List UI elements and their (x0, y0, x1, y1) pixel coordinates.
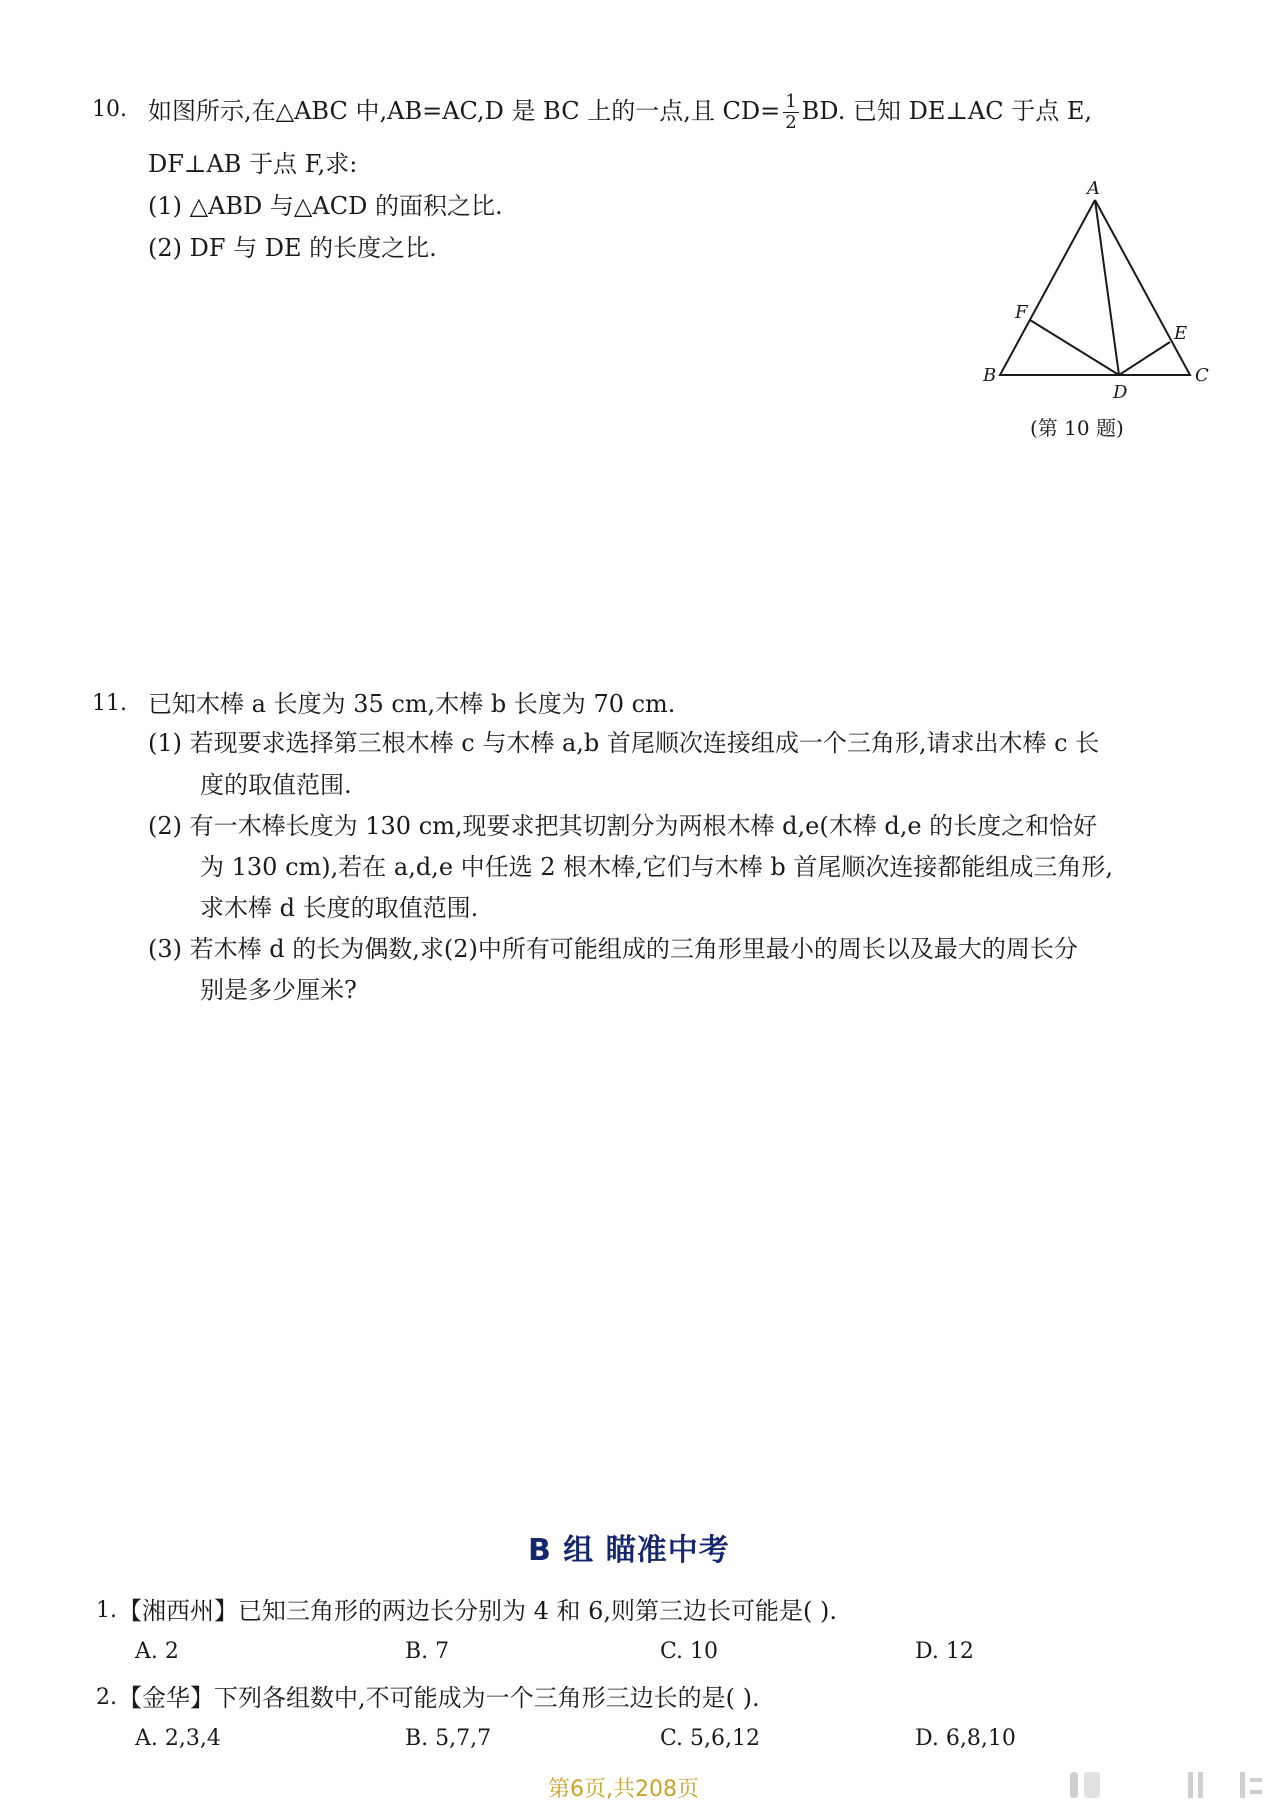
b2-option-c: C. 5,6,12 (660, 1726, 761, 1751)
q10-stem-pre: 如图所示,在△ABC 中,AB=AC,D 是 BC 上的一点,且 CD= (148, 97, 781, 125)
triangle-figure (975, 180, 1225, 410)
b1-option-b: B. 7 (405, 1639, 450, 1664)
triangle-abc-outline (1000, 200, 1190, 375)
q11-part2-line1: (2) 有一木棒长度为 130 cm,现要求把其切割分为两根木棒 d,e(木棒 d,e 的长度之和恰好 (148, 812, 1098, 840)
segment-df (1030, 320, 1119, 375)
q10-stem-post: BD. 已知 DE⊥AC 于点 E, (801, 97, 1093, 125)
b2-option-d: D. 6,8,10 (915, 1726, 1016, 1751)
q10-stem-line2: DF⊥AB 于点 F,求: (148, 150, 358, 178)
q11-stem: 已知木棒 a 长度为 35 cm,木棒 b 长度为 70 cm. (148, 690, 676, 718)
q11-part3-line2: 别是多少厘米? (200, 976, 357, 1004)
q11-part1-line1: (1) 若现要求选择第三根木棒 c 与木棒 a,b 首尾顺次连接组成一个三角形,请求出木棒 c 长 (148, 729, 1100, 757)
q11-part2-line3: 求木棒 d 长度的取值范围. (200, 894, 479, 922)
q11-part3-line1: (3) 若木棒 d 的长为偶数,求(2)中所有可能组成的三角形里最小的周长以及最大的周长分 (148, 935, 1078, 963)
segment-ad (1095, 200, 1119, 375)
fraction-denominator: 2 (785, 112, 797, 133)
q10-sub1: (1) △ABD 与△ACD 的面积之比. (148, 192, 503, 220)
segment-de (1119, 342, 1170, 375)
fraction-one-half (783, 92, 798, 133)
b2-stem: 【金华】下列各组数中,不可能成为一个三角形三边长的是( ). (118, 1684, 760, 1712)
b1-option-d: D. 12 (915, 1639, 974, 1664)
label-f: F (1015, 302, 1028, 323)
q11-number: 11. (92, 691, 127, 716)
page-counter: 第6页,共208页 (548, 1777, 699, 1802)
q11-part2-line2: 为 130 cm),若在 a,d,e 中任选 2 根木棒,它们与木棒 b 首尾顺次连接都能组成三角形, (200, 853, 1114, 881)
b1-option-a: A. 2 (135, 1639, 179, 1664)
b1-number: 1. (96, 1598, 117, 1623)
section-b-title: B 组 瞄准中考 (528, 1533, 730, 1568)
b1-option-c: C. 10 (660, 1639, 719, 1664)
fraction-numerator: 1 (785, 91, 797, 112)
b2-option-a: A. 2,3,4 (135, 1726, 221, 1751)
q10-sub2: (2) DF 与 DE 的长度之比. (148, 234, 437, 262)
label-b: B (983, 365, 997, 386)
b2-number: 2. (96, 1685, 117, 1710)
b2-option-b: B. 5,7,7 (405, 1726, 492, 1751)
label-e: E (1174, 323, 1188, 344)
label-c: C (1195, 365, 1209, 386)
b1-stem: 【湘西州】已知三角形的两边长分别为 4 和 6,则第三边长可能是( ). (118, 1597, 838, 1625)
q10-stem-line1 (148, 92, 1092, 133)
q10-number: 10. (92, 97, 127, 122)
label-a: A (1087, 180, 1100, 199)
label-d: D (1113, 382, 1128, 403)
figure-caption: (第 10 题) (1030, 416, 1124, 440)
q11-part1-line2: 度的取值范围. (200, 771, 352, 799)
